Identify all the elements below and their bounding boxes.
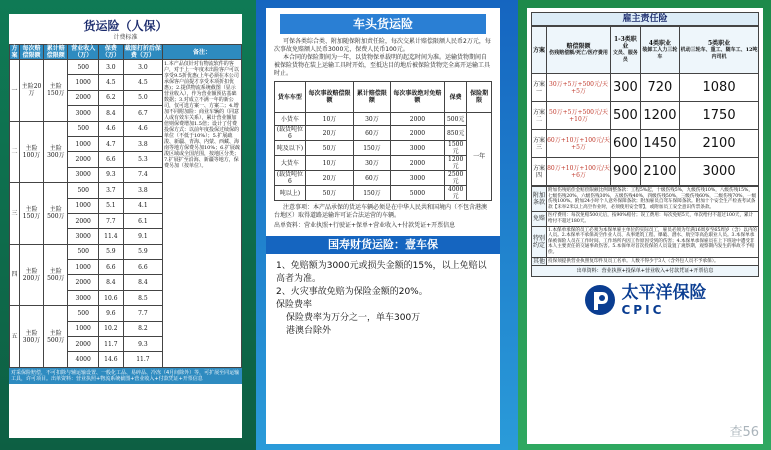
value-cell: 10万 (305, 113, 353, 126)
fire-text: 2、火灾事故免赔为保险金额的20%。 (276, 287, 428, 297)
value-cell: 4000 (68, 352, 99, 367)
total-cell: 主险300万 (44, 121, 68, 183)
col-header (532, 27, 547, 74)
value-cell: 11.4 (98, 229, 123, 244)
premium-cell: 1450 (640, 130, 679, 158)
value-cell: 4000元 (445, 186, 467, 201)
value-cell: 9.3 (98, 167, 123, 182)
header-label: 方案 (532, 46, 545, 54)
header-label: 4类职业 (648, 39, 672, 47)
logo-text: 太平洋保险 (621, 283, 707, 304)
value-cell: 4.6 (123, 121, 162, 136)
value-cell: 8.5 (123, 290, 162, 305)
plan-cell: 五 (10, 306, 20, 368)
value-cell: 10万 (305, 156, 353, 171)
limit-cell: 主险150万 (19, 183, 43, 245)
limit-cell: 主险200万 (19, 244, 43, 306)
value-cell: (载货吨位6 (275, 126, 306, 141)
rate-text: 保险费率为万分之一，单车300万 (286, 313, 421, 323)
table-row (532, 74, 759, 102)
value-cell: 8.4 (123, 275, 162, 290)
premium-cell: 1750 (680, 102, 759, 130)
value-cell: 4.5 (123, 75, 162, 90)
desc-cell: 50万+5万+500元/天+10万 (547, 102, 611, 130)
value-cell: 4.5 (98, 75, 123, 90)
value-cell: 500 (68, 183, 99, 198)
col-header: 营业收入（万） (68, 45, 99, 60)
value-cell: 8.4 (98, 106, 123, 121)
value-cell: 30万 (354, 113, 391, 126)
value-cell: 3.7 (98, 183, 123, 198)
employer-liability-panel (527, 8, 763, 444)
terms-value: 附加伤残赔偿金赔偿限额比例调整条款：工程5%起，十级伤残5%，九级伤残10%，八级伤残15%，七级伤残20%，六级伤残30%，五级伤残40%，四级伤残50%，三级伤残60%，二级伤残70%，一级伤残100%。附加24小时个人意外保障条款；附加雇员自驾车保障条款。附加十个安全生产检查考试条款【未举2米以上高空作业时，必须使用安全带】，或附加员工安全意识传票条款。 (547, 187, 759, 212)
table-row (275, 113, 492, 126)
value-cell: 10.6 (98, 290, 123, 305)
exclusion-text: 港澳台除外 (286, 326, 332, 336)
value-cell: 2000 (390, 126, 444, 141)
plan-cell: 四 (10, 244, 20, 306)
premium-cell: 3000 (680, 158, 759, 186)
value-cell: 50万 (305, 186, 353, 201)
truck-title: 车头货运险 (280, 14, 486, 34)
value-cell: 500 (68, 121, 99, 136)
premium-cell: 600 (611, 130, 641, 158)
value-cell: 1500元 (445, 141, 467, 156)
premium-cell: 720 (640, 74, 679, 102)
value-cell: 9.6 (98, 306, 123, 321)
value-cell: 30万 (354, 156, 391, 171)
premium-cell: 500 (611, 102, 641, 130)
col-header: 每次赔偿限额 (19, 45, 43, 60)
limit-cell: 主险300万 (19, 306, 43, 368)
value-cell: 5.3 (123, 152, 162, 167)
col-header (547, 27, 611, 74)
cargo-insurance-panel (9, 14, 242, 438)
value-cell: 2000 (68, 90, 99, 105)
truck-cargo-panel (266, 8, 500, 444)
value-cell: 6.7 (123, 106, 162, 121)
deductible-text: 1、免赔额为3000元或损失金额的15%，以上免赔以高者为准。 (276, 261, 487, 284)
value-cell: 3.0 (98, 60, 123, 75)
col-header: 保费 (445, 82, 467, 113)
plan-cell: 方案一 (532, 74, 547, 102)
value-cell: 3000 (390, 141, 444, 156)
value-cell: 1000 (68, 260, 99, 275)
value-cell: 2000 (68, 275, 99, 290)
value-cell: 500 (68, 306, 99, 321)
table-row (10, 60, 242, 75)
col-header: 累计赔偿限额 (44, 45, 68, 60)
value-cell: 3.0 (123, 60, 162, 75)
value-cell: 1000 (68, 136, 99, 151)
value-cell: 7.7 (123, 306, 162, 321)
value-cell: 3000 (68, 290, 99, 305)
desc-cell: 80万+10万+100元/天+6万 (547, 158, 611, 186)
term-cell: 一年 (467, 113, 492, 201)
terms-row (532, 257, 759, 266)
rate-heading: 保险费率 (276, 300, 313, 310)
value-cell: 20万 (305, 126, 353, 141)
value-cell: 1000 (68, 198, 99, 213)
premium-cell: 2100 (640, 158, 679, 186)
premium-cell: 300 (611, 74, 641, 102)
value-cell: 500 (68, 60, 99, 75)
value-cell: 5.1 (98, 198, 123, 213)
header-label: 1-3类职业 (613, 36, 637, 50)
terms-value: 医疗费用：每次免赔500元后，按90%赔付；误工费用：每次免赔5天，单次给付不超过100天，累计给付不超过180天。 (547, 212, 759, 226)
plan-cell: 三 (10, 183, 20, 245)
plan-cell: 二 (10, 121, 20, 183)
value-cell: 4.6 (98, 121, 123, 136)
col-header: 保费（万） (98, 45, 123, 60)
value-cell: 8.2 (123, 321, 162, 336)
value-cell: 3.8 (123, 136, 162, 151)
value-cell: 9.3 (123, 337, 162, 352)
premium-cell: 2100 (680, 130, 759, 158)
value-cell: 11.7 (123, 352, 162, 367)
plan-cell: 一 (10, 60, 20, 122)
rate-table (9, 44, 242, 368)
terms-key: 附加条款 (532, 187, 547, 212)
watermark: 查56 (729, 425, 759, 440)
header-sub-label: 机动三轮车、重工、随车工、12吨内司机 (680, 46, 758, 60)
value-cell: (载货吨位6 (275, 171, 306, 186)
plan-cell: 方案二 (532, 102, 547, 130)
table-row (532, 158, 759, 186)
premium-cell: 1080 (680, 74, 759, 102)
table-row (275, 141, 492, 156)
col-header: 每次事故绝对免赔额 (390, 82, 444, 113)
value-cell: 60万 (354, 171, 391, 186)
value-cell: 60万 (354, 126, 391, 141)
plan-cell: 方案四 (532, 158, 547, 186)
note-text: 注意事项：本产品承保的货运车辆必须是在中华人民共和国境内（不包含港澳台地区）取得道路运输许可证合法运营的车辆。 (274, 204, 488, 219)
value-cell: 10.2 (98, 321, 123, 336)
value-cell: 1000 (68, 75, 99, 90)
period-text: 本合同的保险期间为一年，以货物保单载明的起迄时间为准。运输货物期间自被保险货物在装上运输工具时开始，至抵达目的地后被保险货物完全离开运输工具时止。 (274, 54, 491, 77)
col-header: 保险期限 (467, 82, 492, 113)
value-cell: 吨以上) (275, 186, 306, 201)
value-cell: 500 (68, 244, 99, 259)
value-cell: 1200元 (445, 156, 467, 171)
value-cell: 5.9 (98, 244, 123, 259)
limit-cell: 主险100万 (19, 121, 43, 183)
logo-en: CPIC (621, 303, 665, 318)
desc-cell: 30万+5万+500元/天+5万 (547, 74, 611, 102)
value-cell: 6.6 (98, 260, 123, 275)
col-header: 累计赔偿限额 (354, 82, 391, 113)
cpic-logo (527, 283, 763, 317)
header-label: 赔偿限额 (566, 43, 591, 50)
header-sub-label: 伤残赔偿额/死亡/医疗费用 (549, 50, 608, 56)
col-header (680, 27, 759, 74)
col-header (611, 27, 641, 74)
terms-key: 特别约定 (532, 226, 547, 257)
value-cell: 3000 (68, 229, 99, 244)
total-cell: 主险500万 (44, 306, 68, 368)
value-cell: 5000 (390, 186, 444, 201)
value-cell: 2000 (68, 337, 99, 352)
plan-cell: 方案三 (532, 130, 547, 158)
docs-text: 出单资料：营业执照+行驶证+保单+营业收入+付款凭证+开票信息 (274, 222, 456, 229)
terms-row (532, 226, 759, 257)
value-cell: 2000 (390, 113, 444, 126)
cpic-emblem-icon (584, 284, 616, 316)
value-cell: 850元 (445, 126, 467, 141)
desc-cell: 60万+10万+100元/天+5万 (547, 130, 611, 158)
table-row (275, 171, 492, 186)
intro-text: 可保各类综合类、附加随保附加责任险，每次交累计赔偿限额人民币2万元，每次事故免赔额人民币3000元，保费人民币100元。 (274, 38, 491, 53)
header-sub-label: 文员、服务员 (612, 50, 638, 63)
value-cell: 11.7 (98, 337, 123, 352)
subtitle: 计费标准 (113, 34, 138, 41)
terms-row (532, 187, 759, 212)
value-cell: 7.7 (98, 213, 123, 228)
value-cell: 3000 (390, 171, 444, 186)
premium-cell: 900 (611, 158, 641, 186)
terms-row (532, 212, 759, 226)
value-cell: 3.8 (123, 183, 162, 198)
col-header: 货车车型 (275, 82, 306, 113)
value-cell: 9.1 (123, 229, 162, 244)
value-cell: 3000 (68, 167, 99, 182)
employer-title: 雇主责任险 (622, 14, 668, 24)
value-cell: 150万 (354, 186, 391, 201)
col-header: 备注： (163, 45, 242, 60)
employer-docs: 出单资料：营业执照+投保单+营业收入+付款凭证+开票信息 (531, 266, 759, 277)
col-header (640, 27, 679, 74)
terms-key: 其他 (532, 257, 545, 265)
total-cell: 主险500万 (44, 244, 68, 306)
header-label: 5类职业 (707, 39, 731, 47)
page-title: 货运险（人保） (83, 19, 168, 33)
value-cell: 5.0 (123, 90, 162, 105)
value-cell: 20万 (305, 171, 353, 186)
value-cell: 50万 (305, 141, 353, 156)
value-cell: 14.6 (98, 352, 123, 367)
value-cell: 3000 (68, 106, 99, 121)
value-cell: 2000 (68, 152, 99, 167)
value-cell: 吨及以下) (275, 141, 306, 156)
table-row (532, 130, 759, 158)
value-cell: 小货车 (275, 113, 306, 126)
col-header: 方案 (11, 45, 18, 59)
value-cell: 6.2 (98, 90, 123, 105)
table-row (532, 102, 759, 130)
table-row (275, 156, 492, 171)
table-row (275, 186, 492, 201)
value-cell: 1000 (68, 321, 99, 336)
header-sub-label: 装卸工人力三轮车 (642, 46, 678, 60)
terms-table (531, 186, 759, 266)
terms-value: 1.本保单承保的员工必须为本保单雇主单位的实际员工，雇员必须为年满16周岁至65周岁（含）以内的人员。2.本保单不承保高空作业人员、从事建筑工程、爆破、潜水、航空等高危职业人员。3.本保单承保被保险人员在工作时间、工作场所内因工作原因受到的伤害；4.本保单承保雇员在上下班途中遭受非本人主要责任的交通事故伤害。5.本保单对首次投保的人员设置了观察期，观察期内发生的事故不予赔偿。 (547, 226, 759, 257)
value-cell: 7.4 (123, 167, 162, 182)
value-cell: 6.6 (123, 260, 162, 275)
premium-cell: 1200 (640, 102, 679, 130)
value-cell: 2000 (390, 156, 444, 171)
value-cell: 5.9 (123, 244, 162, 259)
value-cell: 4.1 (123, 198, 162, 213)
value-cell: 8.4 (98, 275, 123, 290)
value-cell: 500元 (445, 113, 467, 126)
col-header: 截图打折后保费（万） (124, 45, 161, 59)
value-cell: 4.7 (98, 136, 123, 151)
notes-cell: 1.本产品仅针对有物流软件的客户，对于上一年度未出险客户可以享受9.5折优惠(上年必须在本公司承保客户前提才享受本项折扣优惠)；2.提供物流系统截图（显示营业收入），作为营业额预估基础数据；3.对成立不满一年的新公司，仅可选方案一、方案二；4.增加不同附加险：商业车辆的（同意人或有效车关系），累计营业额加倍则保费增加1.5倍；设计了付费投保方式：以前年度投保过续保的单位（不低于10%）；5.扩展疏浚、新疆、青海、内蒙、西藏、海南等地方保费另加10%；6.扩展疏浚区域或全国范围，按地区分类；7.扩展扩至沿海、新疆等地方，保费另加（按单位）。 (163, 60, 242, 368)
truck-table (274, 81, 492, 201)
footer-note: 对采保险赔偿，不可扣除与辅运输设置、一般化工品、易碎品、冷冻（4月间除外）等，可扩展至同运输工具，许可项目。出单资料：营业执照+物流系统截图+营业收入+付款凭证+开票信息 (9, 368, 242, 384)
table-row (275, 126, 492, 141)
guoshou-banner: 国寿财货运险：壹车保 (266, 236, 500, 254)
value-cell: 2500元 (445, 171, 467, 186)
value-cell: 6.1 (123, 213, 162, 228)
total-cell: 主险500万 (44, 183, 68, 245)
total-cell: 主险150万 (44, 60, 68, 122)
value-cell: 大货车 (275, 156, 306, 171)
value-cell: 6.6 (98, 152, 123, 167)
employer-table (531, 26, 759, 186)
terms-key: 免赔 (532, 212, 547, 226)
terms-value: 投保须提供营业执照复印件及员工名单。人数不得少于3人（含外包人员不予承保）。 (547, 257, 759, 266)
limit-cell: 主险20万 (19, 60, 43, 122)
value-cell: 150万 (354, 141, 391, 156)
col-header: 每次事故赔偿限额 (305, 82, 353, 113)
value-cell: 2000 (68, 213, 99, 228)
